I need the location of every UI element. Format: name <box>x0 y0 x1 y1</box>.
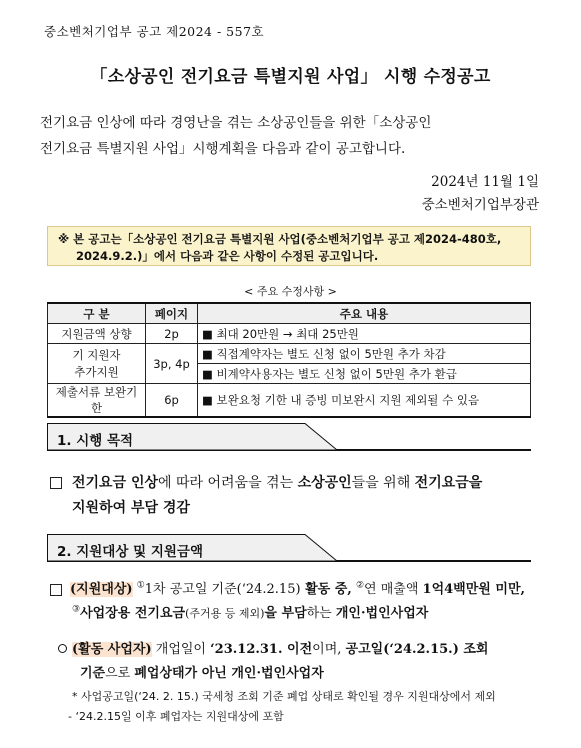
row-content: ■ 직접계약자는 별도 신청 없이 5만원 추가 차감 <box>198 344 531 364</box>
notice-date: 2024년 11월 1일 <box>431 174 539 190</box>
intro-line-1: 전기요금 인상에 따라 경영난을 겪는 소상공인들을 위한「소상공인 <box>40 115 432 131</box>
text-not-closed: 폐업상태가 아닌 개인·법인사업자 <box>134 666 324 681</box>
active-line-2 <box>80 662 324 681</box>
header-content: 주요 내용 <box>198 303 531 324</box>
checkbox-bullet <box>50 584 62 596</box>
text-segment: 1차 공고일 기준(‘24.2.15) <box>144 582 301 597</box>
section-2-title: 2. 지원대상 및 지원금액 <box>57 544 203 560</box>
target-label: (지원대상) <box>70 582 133 597</box>
revision-notice-line-2: 2024.9.2.)」에서 다음과 같은 사항이 수정된 공고입니다. <box>76 249 379 263</box>
row-page: 6p <box>146 384 198 418</box>
page-title: 「소상공인 전기요금 특별지원 사업」 시행 수정공고 <box>90 67 491 87</box>
text-segment: 개업일이 <box>151 642 211 657</box>
active-line-1 <box>72 638 489 657</box>
marker-2: ② <box>355 580 365 591</box>
text-electric-rate-increase: 전기요금 인상 <box>72 475 159 491</box>
text-segment: 이며, <box>312 642 346 657</box>
text-notice-date: 공고일(‘24.2.15.) 조회 <box>345 642 489 657</box>
text-segment: 하는 <box>306 606 336 621</box>
text-segment: 으로 <box>105 666 135 681</box>
revision-notice-box <box>47 226 531 266</box>
text-small-business: 소상공인 <box>297 475 352 491</box>
header-category: 구 분 <box>48 303 146 324</box>
footnote-2: - ‘24.2.15일 이후 폐업자는 지원대상에 포함 <box>68 710 284 723</box>
section-1-text-line-2: 지원하여 부담 경감 <box>72 500 190 516</box>
text-burden: 을 부담 <box>264 606 307 621</box>
section-2-header <box>47 534 531 562</box>
row-category-line-1: 기 지원자 <box>72 347 121 362</box>
issuer: 중소벤처기업부장관 <box>421 197 539 213</box>
table-row <box>48 324 531 344</box>
row-content: ■ 최대 20만원 → 최대 25만원 <box>198 324 531 344</box>
row-content: ■ 보완요청 기한 내 증빙 미보완시 지원 제외될 수 있음 <box>198 384 531 418</box>
text-open-date: ‘23.12.31. 이전 <box>210 642 313 657</box>
text-segment: (주거용 등 제외) <box>185 607 265 620</box>
intro-paragraph <box>40 110 431 162</box>
intro-line-2: 전기요금 특별지원 사업」시행계획을 다음과 같이 공고합니다. <box>40 141 406 157</box>
table-caption: < 주요 수정사항 > <box>244 285 337 298</box>
text-active: 활동 중, <box>300 582 352 597</box>
text-segment: 들을 위해 <box>351 475 415 491</box>
marker-1: ① <box>136 580 145 591</box>
target-line-1 <box>70 578 525 597</box>
row-page: 3p, 4p <box>146 344 198 384</box>
section-1-text-line-1 <box>72 472 482 492</box>
section-1-title: 1. 시행 목적 <box>57 433 134 449</box>
text-electric-rate: 전기요금을 <box>414 475 483 491</box>
checkbox-bullet <box>50 477 62 489</box>
row-content: ■ 비계약사용자는 별도 신청 없이 5만원 추가 환급 <box>198 364 531 384</box>
header-page: 페이지 <box>146 303 198 324</box>
row-page: 2p <box>146 324 198 344</box>
footnote-1: * 사업공고일(‘24. 2. 15.) 국세청 조회 기준 폐업 상태로 확인될 경우 지원대상에서 제외 <box>72 690 496 703</box>
table-row <box>48 344 531 364</box>
section-1-header <box>47 423 531 451</box>
text-segment: 에 따라 어려움을 겪는 <box>158 475 298 491</box>
row-category: 지원금액 상향 <box>48 324 146 344</box>
row-category: 제출서류 보완기한 <box>48 384 146 418</box>
active-label: (활동 사업자) <box>72 642 152 657</box>
revision-notice-line-1: ※ 본 공고는「소상공인 전기요금 특별지원 사업(중소벤처기업부 공고 제2024-480호, <box>58 232 502 246</box>
marker-3: ③ <box>72 604 81 615</box>
table-row <box>48 384 531 418</box>
text-segment: 연 매출액 <box>364 582 423 597</box>
text-sales-limit: 1억4백만원 미만, <box>422 582 526 597</box>
text-business-electric: 사업장용 전기요금 <box>80 606 186 621</box>
text-basis: 기준 <box>80 666 106 681</box>
text-business-owner: 개인·법인사업자 <box>335 606 429 621</box>
circle-bullet <box>58 644 67 653</box>
row-category-line-2: 추가지원 <box>74 364 119 379</box>
table-header-row <box>48 303 531 324</box>
row-category <box>48 344 146 384</box>
target-line-2 <box>72 602 428 621</box>
notice-number: 중소벤처기업부 공고 제2024 - 557호 <box>44 24 265 39</box>
changes-table <box>47 302 531 418</box>
